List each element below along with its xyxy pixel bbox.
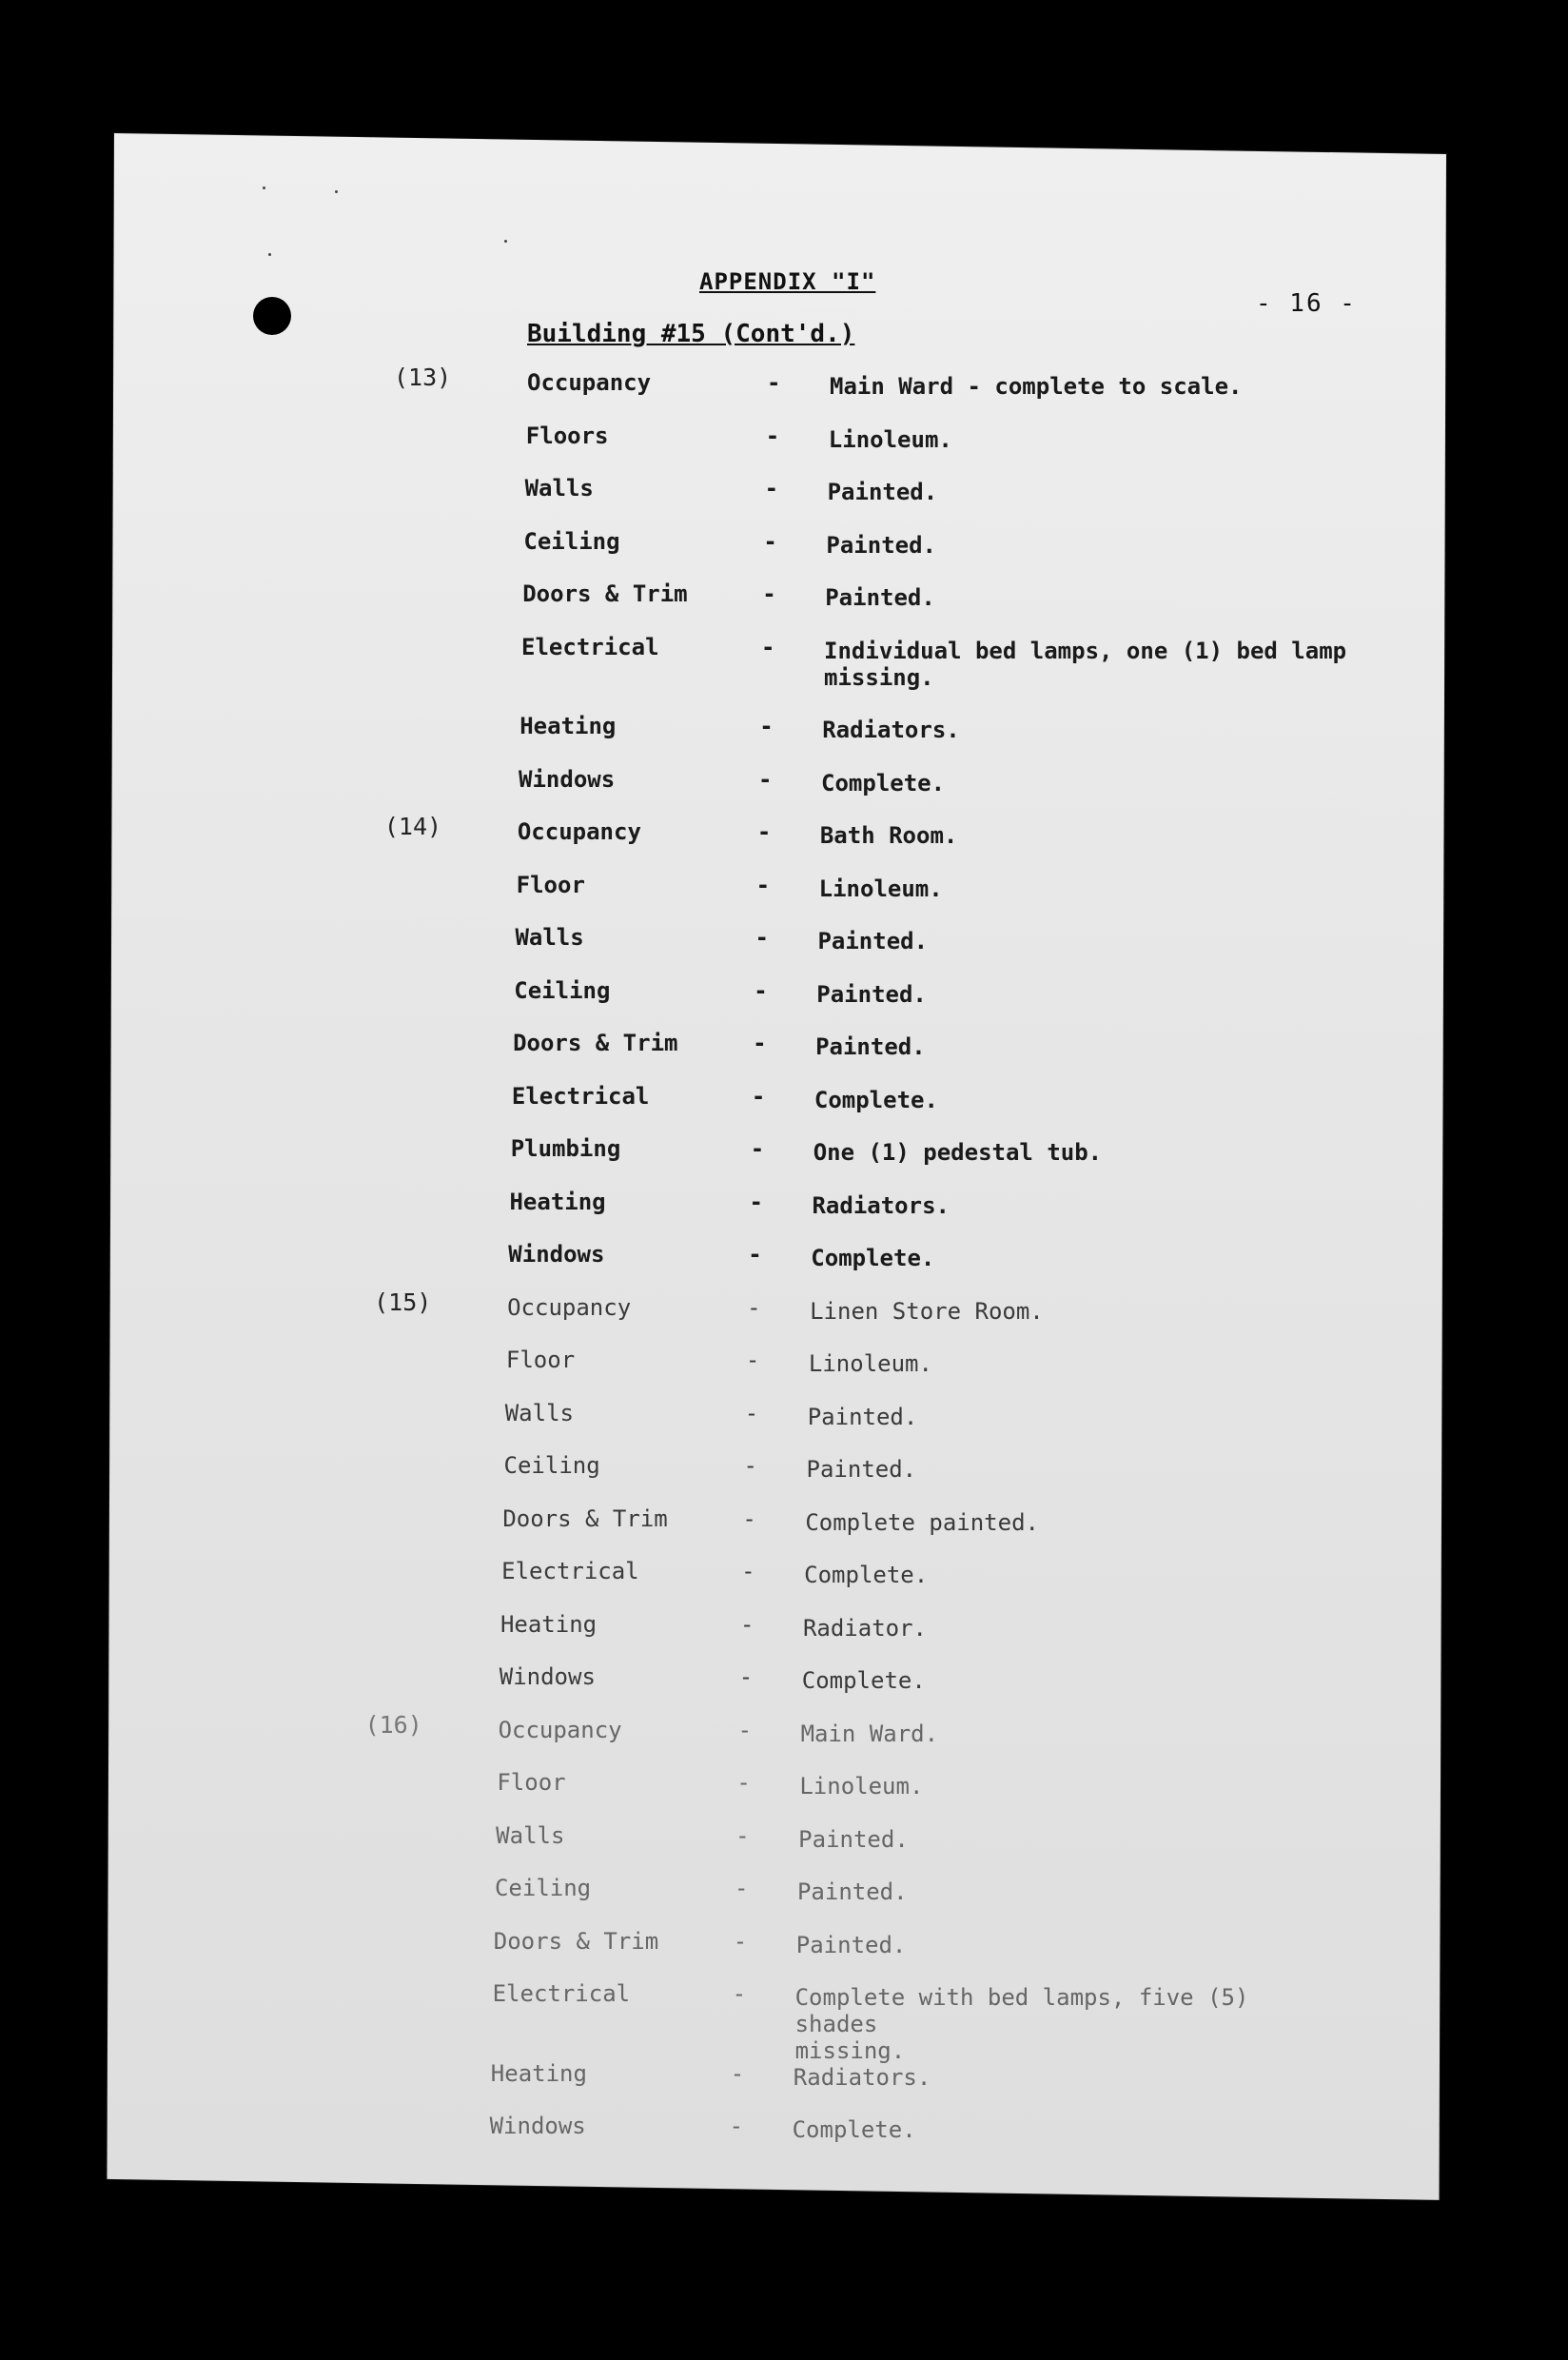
- inspection-row: [0, 1288, 1568, 1332]
- item-label: Windows: [519, 765, 616, 793]
- separator-dash: -: [743, 1452, 757, 1479]
- paper-speck: [335, 190, 338, 193]
- item-label: Ceiling: [514, 976, 611, 1004]
- punch-hole: [253, 297, 291, 335]
- item-label: Heating: [500, 1610, 598, 1638]
- inspection-row: [0, 713, 1568, 751]
- item-label: Floor: [497, 1769, 566, 1796]
- inspection-row: [0, 633, 1568, 691]
- item-value: Linoleum.: [799, 1773, 924, 1800]
- appendix-title: APPENDIX "I": [699, 268, 876, 295]
- item-value: Complete.: [813, 1086, 938, 1113]
- item-value: Complete.: [804, 1562, 929, 1588]
- item-value: Complete.: [821, 769, 946, 796]
- inspection-row: [0, 1400, 1568, 1438]
- separator-dash: -: [755, 924, 769, 951]
- inspection-row: [0, 1928, 1568, 1966]
- separator-dash: -: [758, 765, 773, 793]
- building-subtitle: Building #15 (Cont'd.): [527, 320, 855, 348]
- item-value: Painted.: [815, 1033, 926, 1060]
- item-label: Doors & Trim: [522, 580, 688, 607]
- item-label: Floor: [516, 871, 585, 898]
- separator-dash: -: [733, 1927, 748, 1955]
- paper-speck: [504, 240, 507, 243]
- inspection-row: [0, 1189, 1568, 1227]
- item-value: Painted.: [798, 1825, 909, 1853]
- inspection-row: [0, 1558, 1568, 1596]
- inspection-row: [0, 766, 1568, 804]
- separator-dash: -: [762, 580, 776, 607]
- item-label: Doors & Trim: [502, 1504, 668, 1532]
- separator-dash: -: [751, 1082, 766, 1110]
- separator-dash: -: [756, 818, 772, 845]
- inspection-row: [0, 2060, 1568, 2098]
- page-number: - 16 -: [1256, 289, 1357, 318]
- separator-dash: -: [753, 1030, 767, 1056]
- item-label: Walls: [504, 1399, 574, 1426]
- item-value: Painted.: [807, 1403, 918, 1430]
- item-value: Painted.: [816, 980, 927, 1008]
- item-value: Painted.: [825, 584, 935, 611]
- item-label: Heating: [509, 1188, 606, 1215]
- inspection-row: [0, 1710, 1568, 1755]
- inspection-row: [0, 1083, 1568, 1121]
- separator-dash: -: [730, 2059, 745, 2087]
- item-label: Windows: [508, 1241, 605, 1268]
- separator-dash: -: [745, 1347, 760, 1373]
- item-label: Occupancy: [517, 818, 641, 845]
- inspection-row: [0, 1135, 1568, 1173]
- separator-dash: -: [739, 1610, 755, 1638]
- paper-speck: [263, 187, 265, 189]
- separator-dash: -: [747, 1293, 761, 1321]
- paper-speck: [268, 253, 271, 256]
- inspection-row: [0, 1875, 1568, 1913]
- item-value: Radiator.: [802, 1614, 927, 1642]
- item-value: Main Ward.: [800, 1720, 939, 1747]
- item-label: Occupancy: [498, 1716, 622, 1743]
- section-number: (13): [394, 364, 452, 391]
- item-label: Floor: [505, 1347, 576, 1373]
- item-label: Walls: [524, 475, 594, 502]
- item-label: Walls: [515, 924, 584, 951]
- item-label: Electrical: [501, 1558, 639, 1584]
- item-value: Painted.: [817, 928, 929, 954]
- item-label: Ceiling: [494, 1875, 592, 1901]
- inspection-row: [0, 1505, 1568, 1544]
- item-label: Plumbing: [510, 1135, 621, 1162]
- item-label: Heating: [519, 713, 617, 739]
- item-value: Individual bed lamps, one (1) bed lamp missing.: [824, 637, 1347, 691]
- inspection-row: [0, 364, 1568, 407]
- inspection-row: [0, 580, 1568, 619]
- item-value: Painted.: [796, 1878, 908, 1905]
- separator-dash: -: [748, 1241, 762, 1268]
- item-value: Radiators.: [812, 1191, 950, 1219]
- separator-dash: -: [741, 1558, 755, 1584]
- inspection-row: [0, 813, 1568, 856]
- inspection-row: [0, 1452, 1568, 1490]
- separator-dash: -: [738, 1663, 754, 1690]
- separator-dash: -: [735, 1821, 750, 1849]
- section-number: (15): [374, 1288, 432, 1316]
- inspection-row: [0, 924, 1568, 962]
- separator-dash: -: [737, 1716, 753, 1743]
- separator-dash: -: [754, 976, 768, 1004]
- inspection-row: [0, 977, 1568, 1015]
- item-label: Occupancy: [527, 369, 652, 396]
- inspection-row: [0, 1030, 1568, 1068]
- inspection-row: [0, 1241, 1568, 1279]
- separator-dash: -: [742, 1504, 756, 1532]
- item-value: Linoleum.: [818, 875, 943, 902]
- inspection-row: [0, 872, 1568, 910]
- item-label: Electrical: [511, 1082, 650, 1110]
- item-value: Linoleum.: [808, 1350, 932, 1377]
- item-value: Radiators.: [793, 2063, 931, 2091]
- item-value: Linoleum.: [828, 425, 952, 453]
- inspection-row: [0, 2113, 1568, 2151]
- separator-dash: -: [764, 475, 779, 502]
- item-value: Painted.: [827, 479, 938, 505]
- section-number: (14): [383, 813, 442, 840]
- item-value: Main Ward - complete to scale.: [830, 373, 1243, 400]
- item-label: Floors: [525, 422, 609, 449]
- separator-dash: -: [755, 871, 771, 898]
- separator-dash: -: [761, 633, 775, 660]
- item-value: Painted.: [795, 1931, 907, 1958]
- item-value: Painted.: [806, 1456, 917, 1483]
- inspection-row: [0, 423, 1568, 461]
- item-label: Ceiling: [523, 527, 620, 555]
- item-label: Windows: [499, 1663, 596, 1690]
- item-label: Heating: [490, 2059, 587, 2087]
- item-value: Complete.: [792, 2116, 916, 2143]
- item-label: Doors & Trim: [513, 1030, 678, 1056]
- separator-dash: -: [750, 1135, 765, 1162]
- item-label: Ceiling: [503, 1452, 600, 1479]
- inspection-row: [0, 1769, 1568, 1807]
- item-label: Electrical: [492, 1980, 631, 2007]
- separator-dash: -: [759, 713, 774, 739]
- inspection-row: [0, 1611, 1568, 1649]
- separator-dash: -: [736, 1769, 751, 1796]
- item-label: Windows: [489, 2113, 586, 2139]
- inspection-row: [0, 1663, 1568, 1701]
- inspection-row: [0, 528, 1568, 566]
- item-label: Walls: [496, 1821, 565, 1849]
- inspection-row: [0, 1822, 1568, 1860]
- separator-dash: -: [763, 527, 777, 555]
- item-value: Complete painted.: [805, 1508, 1039, 1536]
- item-value: Complete.: [801, 1667, 926, 1694]
- item-value: Complete.: [811, 1245, 935, 1271]
- item-value: Painted.: [826, 531, 936, 559]
- separator-dash: -: [767, 369, 781, 396]
- separator-dash: -: [749, 1188, 763, 1215]
- item-label: Occupancy: [507, 1293, 632, 1321]
- item-value: Radiators.: [822, 717, 960, 743]
- separator-dash: -: [765, 422, 780, 449]
- item-value: Linen Store Room.: [810, 1297, 1044, 1325]
- item-label: Electrical: [521, 633, 659, 660]
- separator-dash: -: [734, 1875, 749, 1901]
- item-label: Doors & Trim: [493, 1927, 659, 1955]
- inspection-row: [0, 475, 1568, 513]
- separator-dash: -: [744, 1399, 759, 1426]
- section-number: (16): [364, 1710, 422, 1739]
- separator-dash: -: [732, 1980, 747, 2007]
- item-value: Complete with bed lamps, five (5) shades missing.: [794, 1984, 1249, 2064]
- separator-dash: -: [729, 2113, 744, 2139]
- item-value: One (1) pedestal tub.: [813, 1139, 1103, 1166]
- item-value: Bath Room.: [819, 822, 958, 849]
- inspection-row: [0, 1980, 1568, 2064]
- inspection-row: [0, 1347, 1568, 1385]
